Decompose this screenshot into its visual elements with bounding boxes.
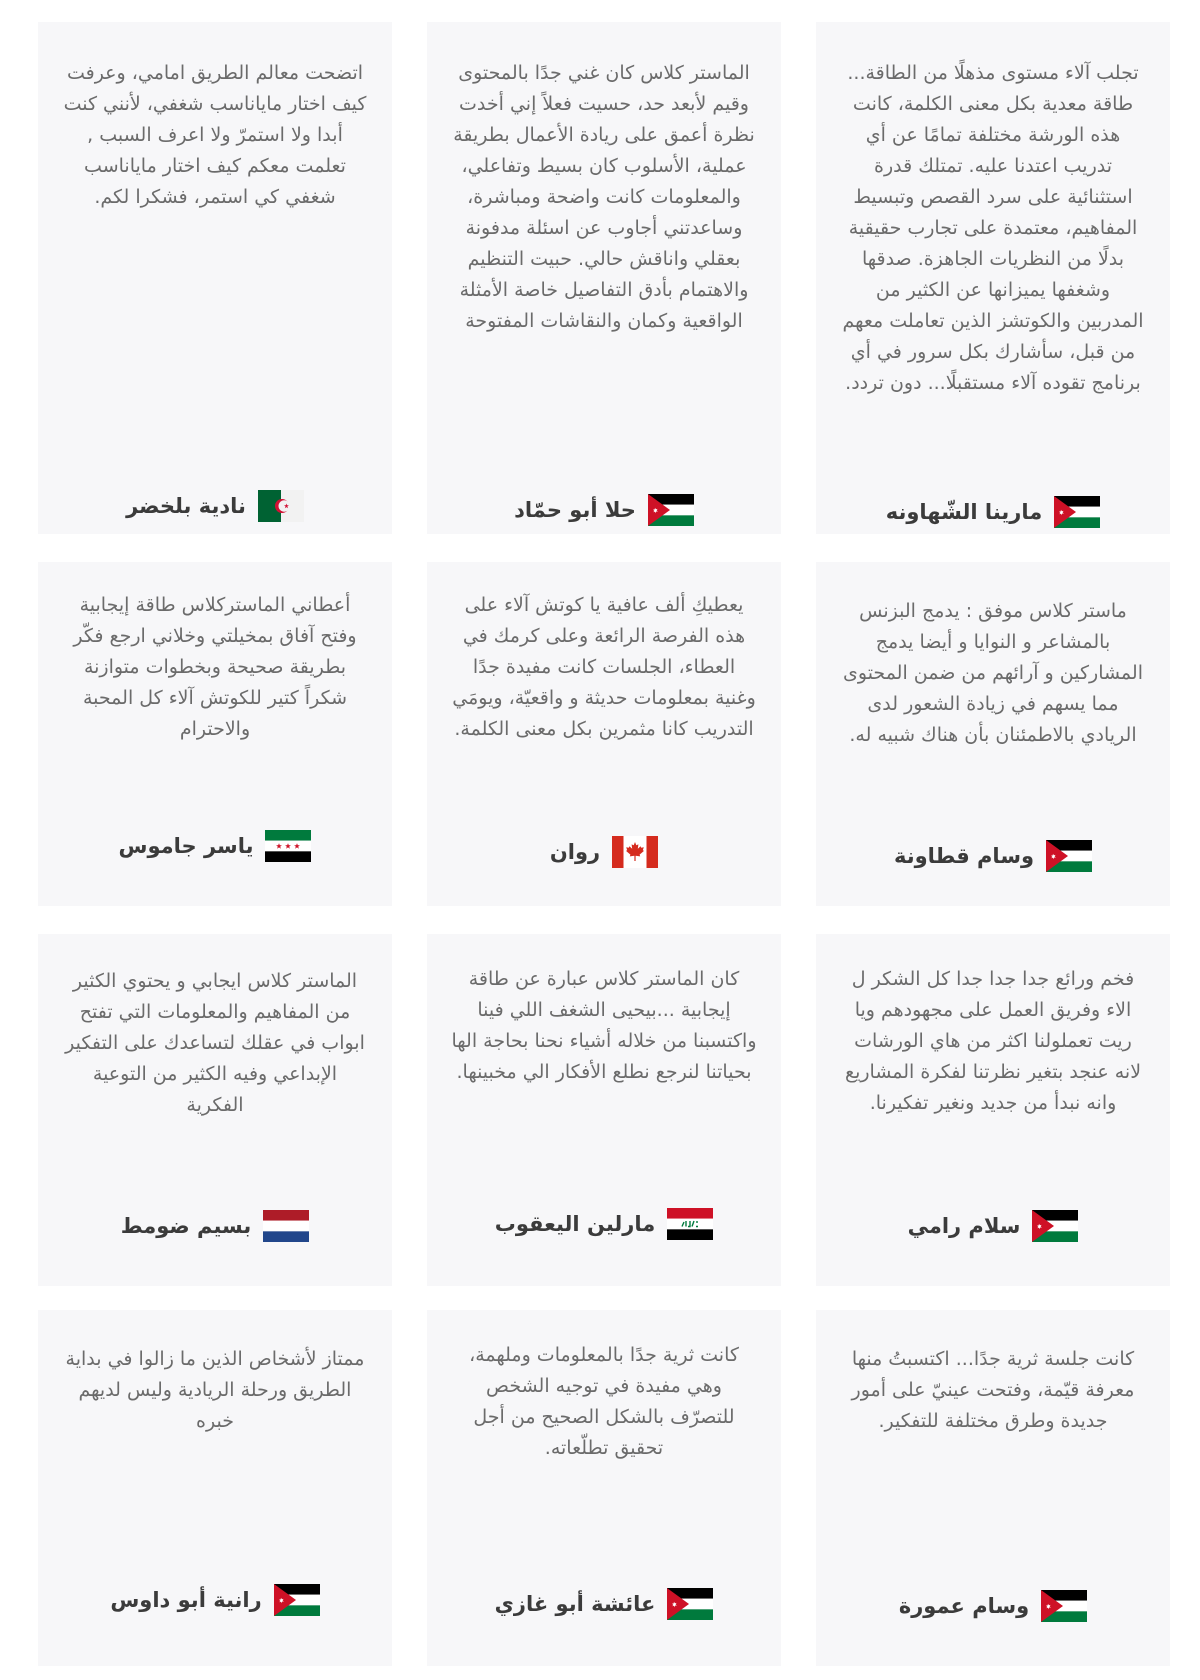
testimonial-card xyxy=(816,934,1170,1286)
jordan-flag-icon xyxy=(667,1588,713,1620)
testimonial-card xyxy=(427,562,781,906)
jordan-flag-icon xyxy=(274,1584,320,1616)
testimonial-author xyxy=(427,834,781,870)
testimonial-quote: فخم ورائع جدا جدا جدا كل الشكر ل الاء وفريق العمل على مجهودهم ويا ريت تعملولنا اكثر من هاي الورشات لانه عنجد بتغير نظرتنا لفكرة المشاريع وانه نبدأ من جديد ونغير تفكيرنا. xyxy=(844,968,1142,1114)
jordan-flag-icon xyxy=(1046,840,1092,872)
iraq-flag-icon xyxy=(667,1208,713,1240)
testimonial-author xyxy=(427,1206,781,1242)
jordan-flag-icon xyxy=(1054,496,1100,528)
author-name: حلا أبو حمّاد xyxy=(514,498,636,522)
testimonial-author xyxy=(38,1582,392,1618)
testimonial-card xyxy=(38,22,392,534)
jordan-flag-icon xyxy=(648,494,694,526)
testimonial-card xyxy=(427,934,781,1286)
author-name: بسيم ضومط xyxy=(120,1214,252,1238)
jordan-flag-icon xyxy=(1032,1210,1078,1242)
author-name: وسام قطاونة xyxy=(893,844,1035,868)
testimonial-quote: تجلب آلاء مستوى مذهلًا من الطاقة... طاقة معدية بكل معنى الكلمة، كانت هذه الورشة مختلفة تمامًا عن أي تدريب اعتدنا عليه. تمتلك قدرة استثنائية على سرد القصص وتبسيط المفاهيم، معتمدة على تجارب حقيقية بدلًا من النظريات الجاهزة. صدقها وشغفها يميزانها عن الكثير من المدربين والكوتشز الذين تعاملت معهم من قبل، سأشارك بكل سرور في أي برنامج تقوده آلاء مستقبلًا... دون تردد. xyxy=(842,62,1144,394)
testimonial-quote: كانت ثرية جدًا بالمعلومات وملهمة، وهي مفيدة في توجيه الشخص للتصرّف بالشكل الصحيح من أجل تحقيق تطلّعاته. xyxy=(469,1344,739,1459)
jordan-flag-icon xyxy=(1041,1590,1087,1622)
testimonial-quote: الماستر كلاس كان غني جدًا بالمحتوى وقيم لأبعد حد، حسيت فعلاً إني أخدت نظرة أعمق على ريادة الأعمال بطريقة عملية، الأسلوب كان بسيط وتفاعلي، والمعلومات كانت واضحة ومباشرة، وساعدتني أجاوب عن اسئلة مدفونة بعقلي واناقش حالي. حبيت التنظيم والاهتمام بأدق التفاصيل خاصة الأمثلة الواقعية وكمان والنقاشات المفتوحة xyxy=(453,62,755,332)
testimonial-author xyxy=(427,492,781,528)
testimonial-card xyxy=(816,22,1170,534)
testimonial-author xyxy=(816,1588,1170,1624)
author-name: روان xyxy=(549,840,601,864)
testimonial-quote: الماستر كلاس ايجابي و يحتوي الكثير من المفاهيم والمعلومات التي تفتح ابواب في عقلك لتساعدك على التفكير الإبداعي وفيه الكثير من التوعية الفكرية xyxy=(65,970,365,1116)
syria-flag-icon xyxy=(265,830,311,862)
testimonial-author xyxy=(38,828,392,864)
testimonial-author xyxy=(38,1208,392,1244)
testimonial-quote: كانت جلسة ثرية جدًا... اكتسبتُ منها معرفة قيّمة، وفتحت عينيّ على أمور جديدة وطرق مختلفة للتفكير. xyxy=(851,1348,1135,1432)
author-name: مارينا الشّهاونه xyxy=(885,500,1043,524)
testimonial-author xyxy=(816,838,1170,874)
testimonial-quote: أعطاني الماستركلاس طاقة إيجابية وفتح آفاق بمخيلتي وخلاني ارجع فكّر بطريقة صحيحة وبخطوات متوازنة شكراً كتير للكوتش آلاء كل المحبة والاحترام xyxy=(73,594,357,740)
author-name: ياسر جاموس xyxy=(118,834,254,858)
testimonial-card xyxy=(427,22,781,534)
author-name: نادية بلخضر xyxy=(126,494,246,518)
author-name: وسام عمورة xyxy=(898,1594,1030,1618)
netherlands-flag-icon xyxy=(263,1210,309,1242)
author-name: سلام رامي xyxy=(907,1214,1021,1238)
testimonial-card xyxy=(38,562,392,906)
testimonial-card xyxy=(38,934,392,1286)
canada-flag-icon xyxy=(612,836,658,868)
algeria-flag-icon xyxy=(258,490,304,522)
author-name: عائشة أبو غازي xyxy=(494,1592,656,1616)
testimonial-author xyxy=(816,1208,1170,1244)
author-name: رانية أبو داوس xyxy=(110,1588,262,1612)
testimonial-card xyxy=(816,1310,1170,1666)
author-name: مارلين اليعقوب xyxy=(494,1212,656,1236)
testimonial-card xyxy=(38,1310,392,1666)
testimonial-quote: ممتاز لأشخاص الذين ما زالوا في بداية الطريق ورحلة الريادية وليس لديهم خبره xyxy=(65,1348,365,1432)
testimonial-quote: ماستر كلاس موفق : يدمج البزنس بالمشاعر و النوايا و أيضا يدمج المشاركين و آرائهم من ضمن المحتوى مما يسهم في زيادة الشعور لدى الريادي بالاطمئنان بأن هناك شبيه له. xyxy=(843,600,1143,746)
testimonial-author xyxy=(427,1586,781,1622)
testimonial-quote: كان الماستر كلاس عبارة عن طاقة إيجابية ...بيحيى الشغف اللي فينا واكتسبنا من خلاله أشياء نحنا بحاجة الها بحياتنا لنرجع نطلع الأفكار الي مخبينها. xyxy=(451,968,757,1083)
testimonial-quote: اتضحت معالم الطريق امامي، وعرفت كيف اختار ماياناسب شغفي، لأنني كنت أبدا ولا استمرّ ولا اعرف السبب , تعلمت معكم كيف اختار ماياناسب شغفي كي استمر، فشكرا لكم. xyxy=(63,62,367,208)
testimonial-quote: يعطيكِ ألف عافية يا كوتش آلاء على هذه الفرصة الرائعة وعلى كرمك في العطاء، الجلسات كانت مفيدة جدًا وغنية بمعلومات حديثة و واقعيّة، ويومَي التدريب كانا مثمرين بكل معنى الكلمة. xyxy=(452,594,756,740)
testimonial-card xyxy=(427,1310,781,1666)
testimonial-author xyxy=(38,488,392,524)
testimonial-card xyxy=(816,562,1170,906)
testimonial-author xyxy=(816,494,1170,530)
